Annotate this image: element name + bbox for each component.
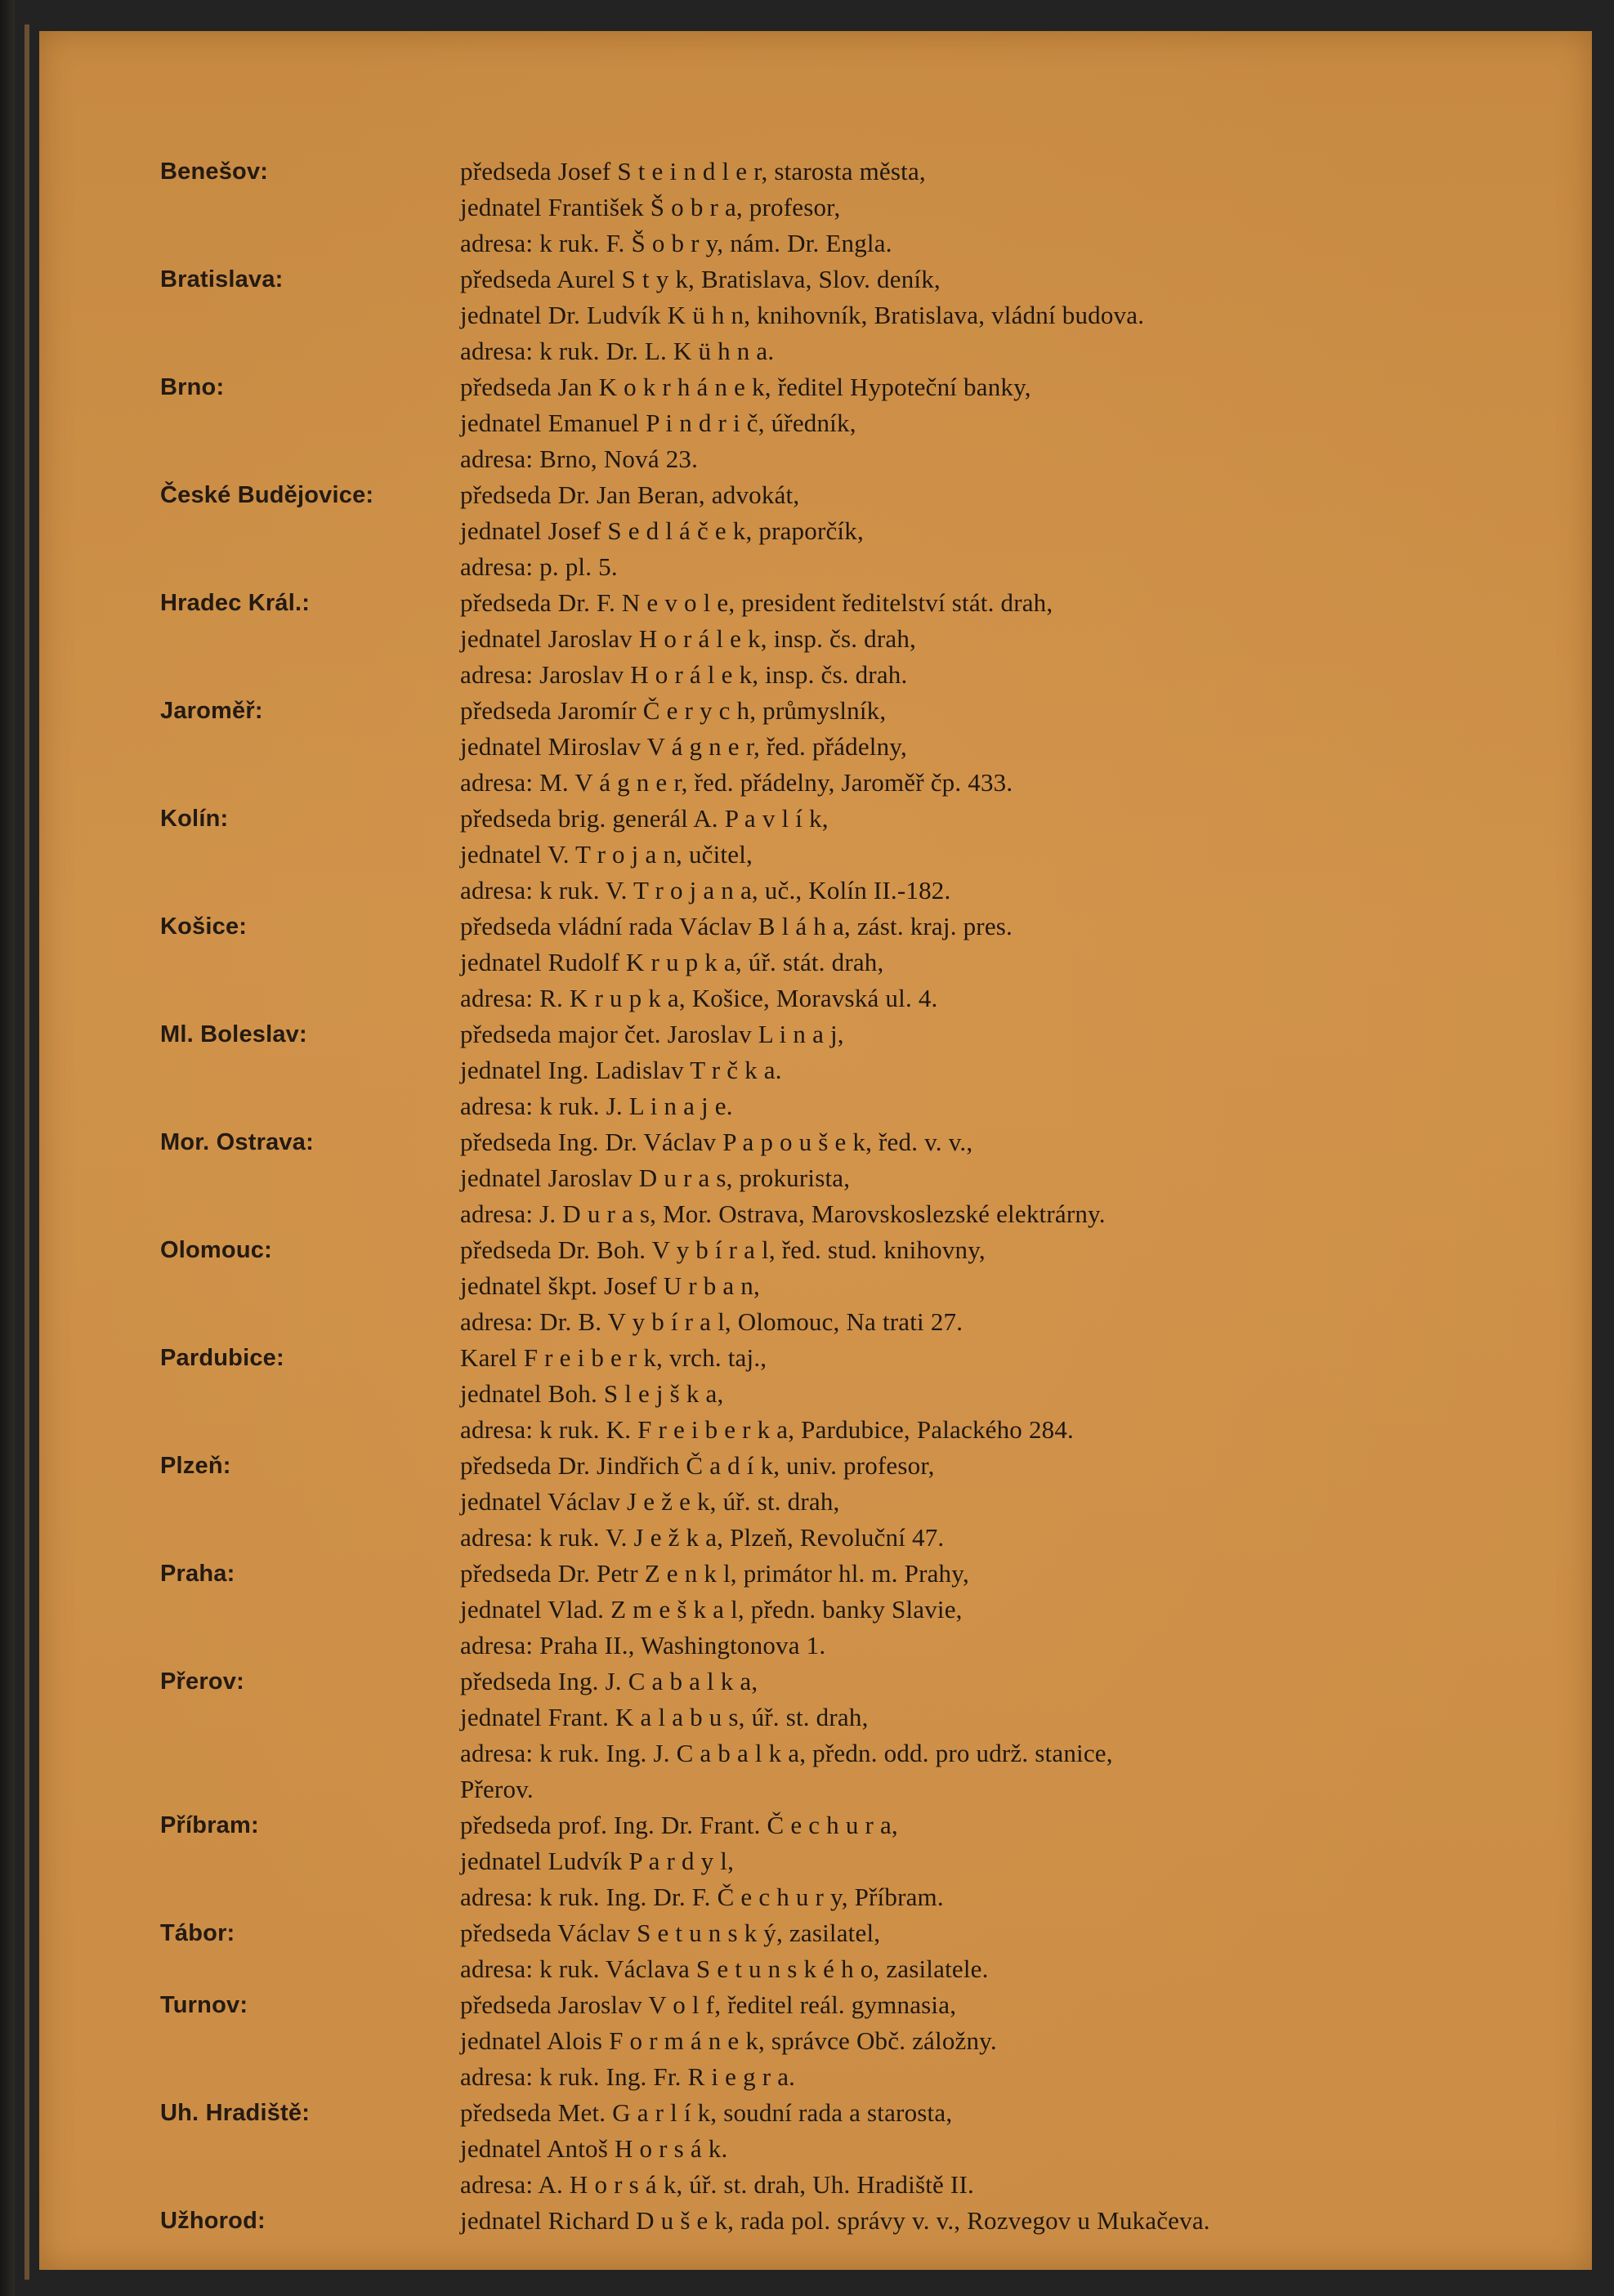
directory-entry	[160, 1232, 1484, 1340]
entry-line: předseda Aurel S t y k, Bratislava, Slov. deník,	[460, 265, 941, 293]
entry-line: adresa: Jaroslav H o r á l e k, insp. čs. drah.	[460, 660, 908, 689]
entry-details	[460, 1232, 1484, 1340]
branch-directory-list	[160, 154, 1484, 2239]
entry-line: adresa: k ruk. Ing. J. C a b a l k a, předn. odd. pro udrž. stanice,	[460, 1739, 1113, 1767]
entry-details	[460, 1556, 1484, 1664]
entry-line: předseda Ing. Dr. Václav P a p o u š e k, řed. v. v.,	[460, 1128, 973, 1156]
directory-entry	[160, 1556, 1484, 1664]
directory-entry	[160, 1987, 1484, 2095]
directory-entry	[160, 2203, 1484, 2239]
entry-line: jednatel Jaroslav D u r a s, prokurista,	[460, 1164, 851, 1192]
entry-line: předseda Ing. J. C a b a l k a,	[460, 1667, 758, 1695]
entry-line: adresa: Dr. B. V y b í r a l, Olomouc, Na trati 27.	[460, 1307, 963, 1336]
entry-line: předseda vládní rada Václav B l á h a, zást. kraj. pres.	[460, 912, 1013, 940]
entry-city: Turnov:	[160, 1992, 248, 2018]
entry-city: Mor. Ostrava:	[160, 1129, 314, 1155]
directory-entry	[160, 369, 1484, 477]
entry-city: Košice:	[160, 913, 248, 940]
entry-details	[460, 1987, 1484, 2095]
entry-details	[460, 1340, 1484, 1448]
entry-line: adresa: k ruk. J. L i n a j e.	[460, 1092, 733, 1120]
entry-line: předseda Dr. Petr Z e n k l, primátor hl. m. Prahy,	[460, 1559, 969, 1588]
entry-details	[460, 477, 1484, 585]
entry-line: jednatel Alois F o r m á n e k, správce Obč. záložny.	[460, 2026, 997, 2055]
entry-line: předseda brig. generál A. P a v l í k,	[460, 804, 829, 833]
entry-line: adresa: k ruk. Ing. Fr. R i e g r a.	[460, 2062, 796, 2091]
entry-line: jednatel Antoš H o r s á k.	[460, 2134, 728, 2163]
entry-city: Praha:	[160, 1561, 235, 1587]
entry-details	[460, 2095, 1484, 2203]
entry-details	[460, 154, 1484, 261]
entry-line: předseda Jaromír Č e r y c h, průmyslník,	[460, 696, 887, 725]
entry-city: Olomouc:	[160, 1237, 272, 1263]
entry-details	[460, 1124, 1484, 1232]
entry-city: České Budějovice:	[160, 482, 374, 508]
entry-line: předseda Jaroslav V o l f, ředitel reál. gymnasia,	[460, 1990, 957, 2019]
entry-line: jednatel Dr. Ludvík K ü h n, knihovník, Bratislava, vládní budova.	[460, 301, 1145, 329]
entry-details	[460, 1807, 1484, 1915]
directory-entry	[160, 154, 1484, 261]
entry-line: předseda Met. G a r l í k, soudní rada a starosta,	[460, 2098, 953, 2127]
entry-line: adresa: Brno, Nová 23.	[460, 444, 699, 473]
entry-line: jednatel V. T r o j a n, učitel,	[460, 840, 753, 869]
entry-line: jednatel Rudolf K r u p k a, úř. stát. drah,	[460, 948, 884, 976]
entry-city: Uh. Hradiště:	[160, 2100, 311, 2126]
entry-city: Brno:	[160, 374, 225, 400]
directory-entry	[160, 477, 1484, 585]
entry-city: Přerov:	[160, 1668, 244, 1695]
entry-line: adresa: M. V á g n e r, řed. přádelny, Jaroměř čp. 433.	[460, 768, 1013, 797]
entry-line: předseda Dr. F. N e v o l e, president ředitelství stát. drah,	[460, 588, 1053, 617]
entry-details	[460, 1448, 1484, 1556]
entry-city: Tábor:	[160, 1920, 235, 1946]
directory-entry	[160, 1448, 1484, 1556]
entry-line: předseda Dr. Boh. V y b í r a l, řed. stud. knihovny,	[460, 1235, 986, 1264]
entry-details	[460, 2203, 1484, 2239]
directory-entry	[160, 585, 1484, 693]
entry-line: jednatel Ludvík P a r d y l,	[460, 1847, 735, 1875]
entry-line: jednatel Vlad. Z m e š k a l, předn. banky Slavie,	[460, 1595, 963, 1624]
entry-line: adresa: A. H o r s á k, úř. st. drah, Uh. Hradiště II.	[460, 2170, 974, 2199]
entry-line: adresa: k ruk. K. F r e i b e r k a, Pardubice, Palackého 284.	[460, 1415, 1075, 1444]
entry-line: jednatel Václav J e ž e k, úř. st. drah,	[460, 1487, 840, 1516]
entry-line: jednatel škpt. Josef U r b a n,	[460, 1271, 760, 1300]
entry-line: adresa: k ruk. F. Š o b r y, nám. Dr. Engla.	[460, 229, 892, 257]
directory-entry	[160, 1915, 1484, 1987]
entry-city: Benešov:	[160, 159, 269, 185]
directory-entry	[160, 693, 1484, 801]
entry-city: Jaroměř:	[160, 698, 263, 724]
entry-city: Ml. Boleslav:	[160, 1021, 307, 1047]
entry-line: předseda Dr. Jindřich Č a d í k, univ. profesor,	[460, 1451, 935, 1480]
entry-city: Užhorod:	[160, 2208, 266, 2234]
entry-line: jednatel Frant. K a l a b u s, úř. st. drah,	[460, 1703, 869, 1731]
entry-line: adresa: k ruk. V. T r o j a n a, uč., Kolín II.-182.	[460, 876, 951, 905]
entry-line: jednatel Ing. Ladislav T r č k a.	[460, 1056, 782, 1084]
entry-details	[460, 1915, 1484, 1987]
directory-entry	[160, 1664, 1484, 1807]
entry-details	[460, 1016, 1484, 1124]
entry-details	[460, 693, 1484, 801]
entry-details	[460, 801, 1484, 909]
entry-line: adresa: k ruk. Dr. L. K ü h n a.	[460, 337, 775, 365]
entry-details	[460, 369, 1484, 477]
directory-entry	[160, 1124, 1484, 1232]
entry-line: jednatel Richard D u š e k, rada pol. správy v. v., Rozvegov u Mukačeva.	[460, 2206, 1210, 2235]
entry-details	[460, 1664, 1484, 1807]
entry-city: Kolín:	[160, 806, 229, 832]
entry-line: adresa: p. pl. 5.	[460, 552, 618, 581]
entry-city: Příbram:	[160, 1812, 259, 1838]
entry-city: Hradec Král.:	[160, 590, 311, 616]
entry-line: jednatel Jaroslav H o r á l e k, insp. čs. drah,	[460, 624, 916, 653]
entry-line: jednatel Josef S e d l á č e k, praporčík,	[460, 516, 864, 545]
entry-line: adresa: Praha II., Washingtonova 1.	[460, 1631, 826, 1659]
entry-city: Bratislava:	[160, 266, 284, 293]
entry-details	[460, 585, 1484, 693]
entry-line: adresa: k ruk. Václava S e t u n s k é h o, zasilatele.	[460, 1954, 989, 1983]
entry-line: předseda major čet. Jaroslav L i n a j,	[460, 1020, 844, 1048]
entry-line: jednatel Emanuel P i n d r i č, úředník,	[460, 409, 856, 437]
entry-line: předseda Jan K o k r h á n e k, ředitel Hypoteční banky,	[460, 373, 1031, 401]
entry-details	[460, 909, 1484, 1016]
entry-line: Karel F r e i b e r k, vrch. taj.,	[460, 1343, 767, 1372]
entry-details	[460, 261, 1484, 369]
entry-line: jednatel Miroslav V á g n e r, řed. přádelny,	[460, 732, 907, 761]
directory-entry	[160, 1340, 1484, 1448]
scanned-page	[39, 31, 1592, 2270]
entry-line: předseda Josef S t e i n d l e r, starosta města,	[460, 157, 926, 185]
entry-city: Plzeň:	[160, 1453, 231, 1479]
directory-entry	[160, 909, 1484, 1016]
entry-line: jednatel Boh. S l e j š k a,	[460, 1379, 724, 1408]
entry-line: předseda Dr. Jan Beran, advokát,	[460, 480, 800, 509]
entry-line: jednatel František Š o b r a, profesor,	[460, 193, 841, 221]
entry-line: adresa: k ruk. Ing. Dr. F. Č e c h u r y, Příbram.	[460, 1883, 944, 1911]
entry-line: adresa: R. K r u p k a, Košice, Moravská ul. 4.	[460, 984, 938, 1012]
directory-entry	[160, 2095, 1484, 2203]
entry-city: Pardubice:	[160, 1345, 284, 1371]
entry-line: adresa: J. D u r a s, Mor. Ostrava, Marovskoslezské elektrárny.	[460, 1199, 1106, 1228]
entry-line: adresa: k ruk. V. J e ž k a, Plzeň, Revoluční 47.	[460, 1523, 945, 1552]
entry-line: předseda Václav S e t u n s k ý, zasilatel,	[460, 1919, 881, 1947]
directory-entry	[160, 801, 1484, 909]
directory-entry	[160, 1807, 1484, 1915]
book-binding-edge	[0, 0, 15, 2296]
directory-entry	[160, 1016, 1484, 1124]
directory-entry	[160, 261, 1484, 369]
entry-line: Přerov.	[460, 1775, 534, 1803]
page-fold-shadow	[25, 25, 29, 2280]
entry-line: předseda prof. Ing. Dr. Frant. Č e c h u r a,	[460, 1811, 898, 1839]
